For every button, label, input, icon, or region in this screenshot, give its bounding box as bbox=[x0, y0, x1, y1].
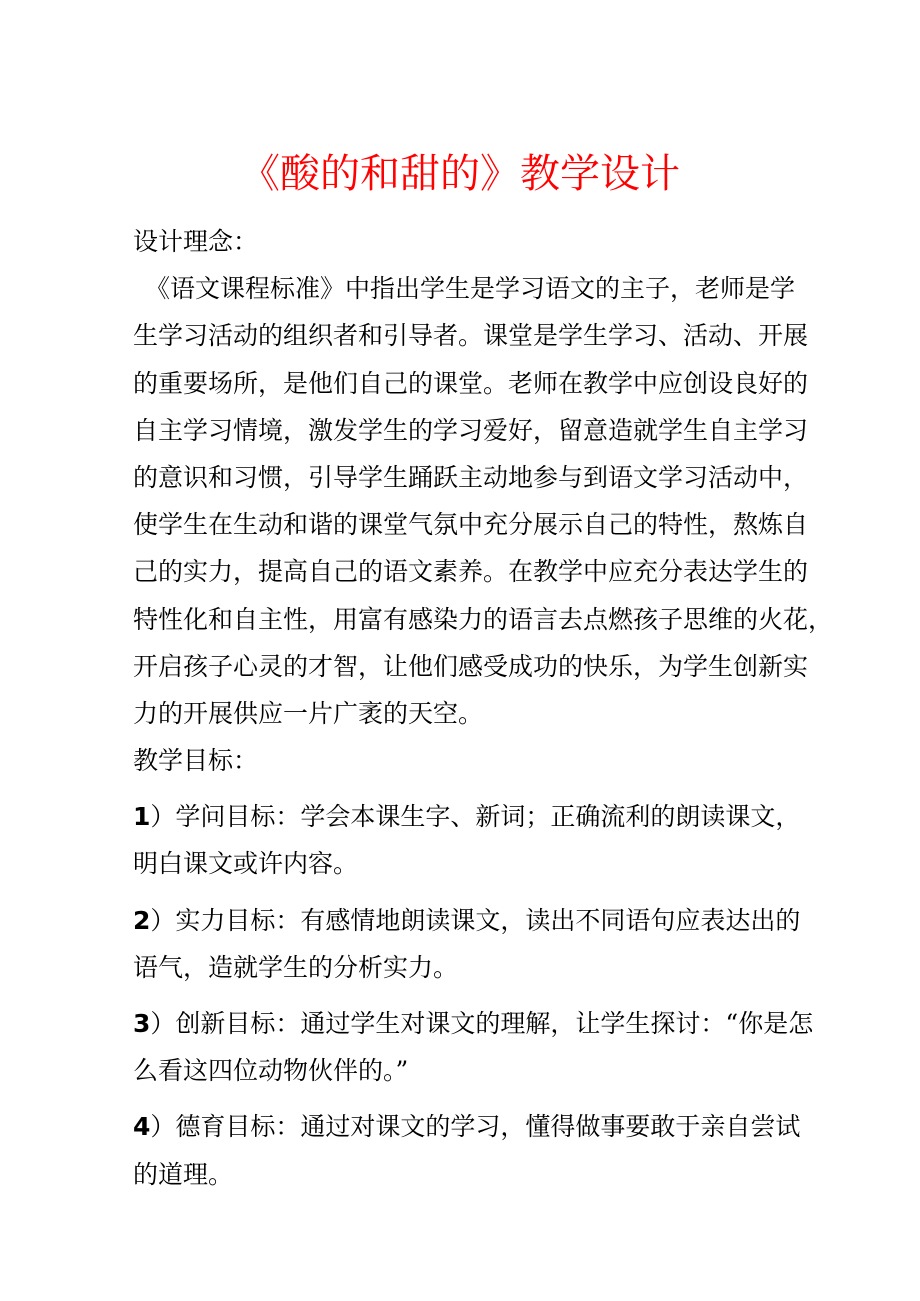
goal-item bbox=[133, 897, 813, 991]
goal-text: ）学问目标：学会本课生字、新词；正确流利的朗读课文， bbox=[150, 802, 801, 832]
page-title: 《酸的和甜的》教学设计 bbox=[240, 151, 680, 197]
goal-item bbox=[133, 1103, 813, 1197]
concept-line: 力的开展供应一片广袤的天空。 bbox=[133, 698, 484, 728]
concept-line: 的意识和习惯，引导学生踊跃主动地参与到语文学习活动中， bbox=[133, 462, 809, 492]
concept-line bbox=[133, 265, 813, 312]
goal-number: 2 bbox=[133, 905, 151, 935]
goal-number: 4 bbox=[133, 1112, 151, 1142]
goal-line: 语气，造就学生的分析实力。 bbox=[133, 952, 459, 982]
concept-paragraph bbox=[133, 265, 834, 737]
concept-line: 开启孩子心灵的才智，让他们感受成功的快乐，为学生创新实 bbox=[133, 651, 809, 681]
goal-item bbox=[133, 1000, 813, 1094]
concept-line-text: 《语文课程标准》中指出学生是学习语文的主子，老师是学 bbox=[145, 274, 796, 304]
goal-line bbox=[133, 793, 813, 840]
goal-line bbox=[133, 1000, 813, 1047]
goal-line: 明白课文或许内容。 bbox=[133, 849, 359, 879]
concept-line: 自主学习情境，激发学生的学习爱好，留意造就学生自主学习 bbox=[133, 415, 809, 445]
concept-line: 特性化和自主性，用富有感染力的语言去点燃孩子思维的火花， bbox=[133, 604, 834, 634]
goal-line bbox=[133, 897, 813, 944]
goals-list bbox=[133, 793, 813, 1198]
goal-number: 3 bbox=[133, 1009, 151, 1038]
concept-line: 生学习活动的组织者和引导者。课堂是学生学习、活动、开展 bbox=[133, 321, 809, 351]
goals-heading: 教学目标： bbox=[133, 746, 259, 776]
goal-line: 的道理。 bbox=[133, 1159, 234, 1189]
goal-item bbox=[133, 793, 813, 887]
concept-heading: 设计理念： bbox=[133, 227, 259, 256]
goal-number: 1 bbox=[133, 802, 151, 832]
concept-line: 使学生在生动和谐的课堂气氛中充分展示自己的特性，熬炼自 bbox=[133, 510, 809, 540]
goal-line bbox=[133, 1103, 813, 1150]
concept-line: 己的实力，提高自己的语文素养。在教学中应充分表达学生的 bbox=[133, 557, 809, 587]
goal-line: 么看这四位动物伙伴的。” bbox=[133, 1056, 409, 1086]
goal-text: ）创新目标：通过学生对课文的理解，让学生探讨：“你是怎 bbox=[150, 1009, 814, 1038]
goal-text: ）德育目标：通过对课文的学习，懂得做事要敢于亲自尝试 bbox=[150, 1112, 801, 1142]
goal-text: ）实力目标：有感情地朗读课文，读出不同语句应表达出的 bbox=[150, 905, 801, 935]
concept-line: 的重要场所，是他们自己的课堂。老师在教学中应创设良好的 bbox=[133, 368, 809, 398]
document-body bbox=[133, 218, 834, 1198]
